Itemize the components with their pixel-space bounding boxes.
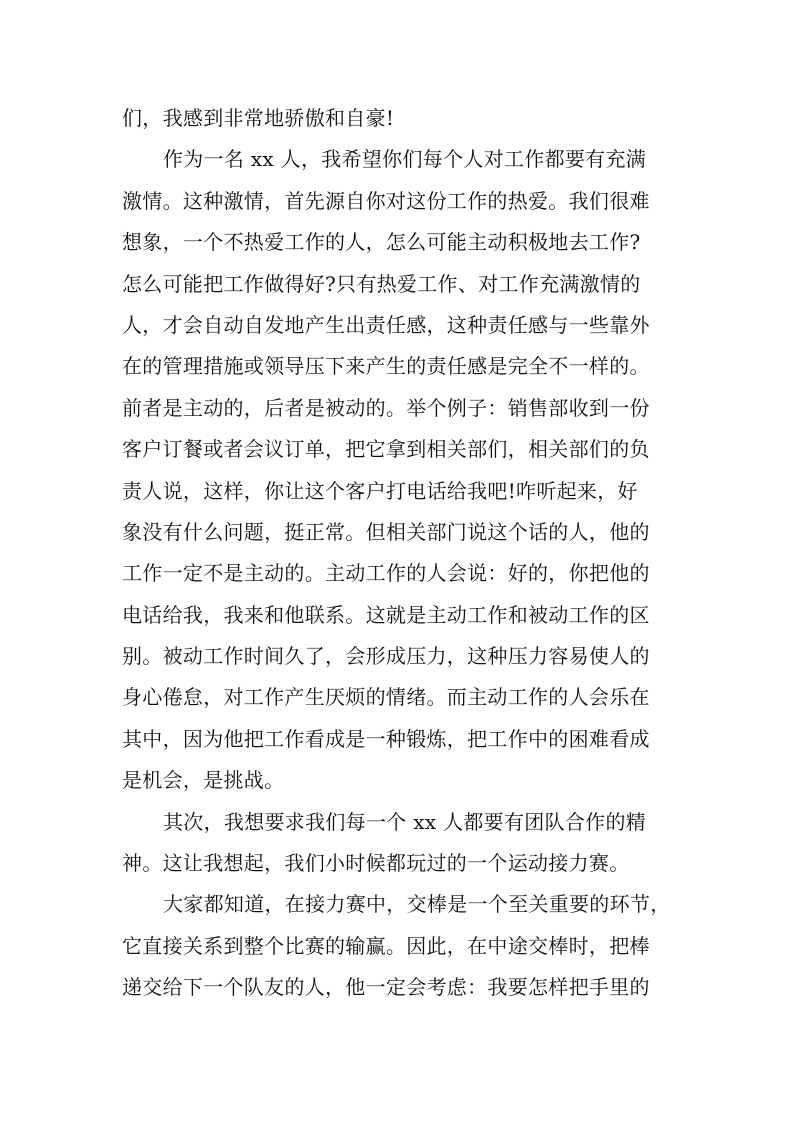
text-line: 客户订餐或者会议订单，把它拿到相关部们，相关部们的负 xyxy=(122,437,650,462)
text-line: 工作一定不是主动的。主动工作的人会说：好的，你把他的 xyxy=(122,561,650,586)
text-line: 前者是主动的，后者是被动的。举个例子：销售部收到一份 xyxy=(122,395,650,420)
text-line: 象没有什么问题，挺正常。但相关部门说这个话的人，他的 xyxy=(122,519,650,544)
text-line: 其次，我想要求我们每一个 xx 人都要有团队合作的精 xyxy=(163,809,647,834)
text-line: 大家都知道，在接力赛中，交棒是一个至关重要的环节， xyxy=(163,892,671,917)
text-line: 其中，因为他把工作看成是一种锻炼，把工作中的困难看成 xyxy=(122,726,650,751)
text-line: 人，才会自动自发地产生出责任感，这种责任感与一些靠外 xyxy=(122,312,650,337)
text-line: 们，我感到非常地骄傲和自豪! xyxy=(122,106,395,130)
text-line: 激情。这种激情，首先源自你对这份工作的热爱。我们很难 xyxy=(122,188,650,213)
text-line: 作为一名 xx 人，我希望你们每个人对工作都要有充满 xyxy=(163,147,647,172)
text-line: 责人说，这样，你让这个客户打电话给我吧!咋听起来，好 xyxy=(122,478,638,503)
text-line: 它直接关系到整个比赛的输赢。因此，在中途交棒时，把棒 xyxy=(122,933,650,958)
document-body xyxy=(122,98,682,1009)
text-line: 别。被动工作时间久了，会形成压力，这种压力容易使人的 xyxy=(122,644,650,669)
text-line: 是机会，是挑战。 xyxy=(122,768,285,793)
text-line: 递交给下一个队友的人，他一定会考虑：我要怎样把手里的 xyxy=(122,975,650,1000)
text-line: 怎么可能把工作做得好?只有热爱工作、对工作充满激情的 xyxy=(122,271,641,296)
text-line: 神。这让我想起，我们小时候都玩过的一个运动接力赛。 xyxy=(122,851,630,876)
text-line: 身心倦怠，对工作产生厌烦的情绪。而主动工作的人会乐在 xyxy=(122,685,650,710)
text-line: 电话给我，我来和他联系。这就是主动工作和被动工作的区 xyxy=(122,602,650,627)
text-line: 在的管理措施或领导压下来产生的责任感是完全不一样的。 xyxy=(122,354,650,379)
text-line: 想象，一个不热爱工作的人，怎么可能主动积极地去工作? xyxy=(122,230,641,255)
